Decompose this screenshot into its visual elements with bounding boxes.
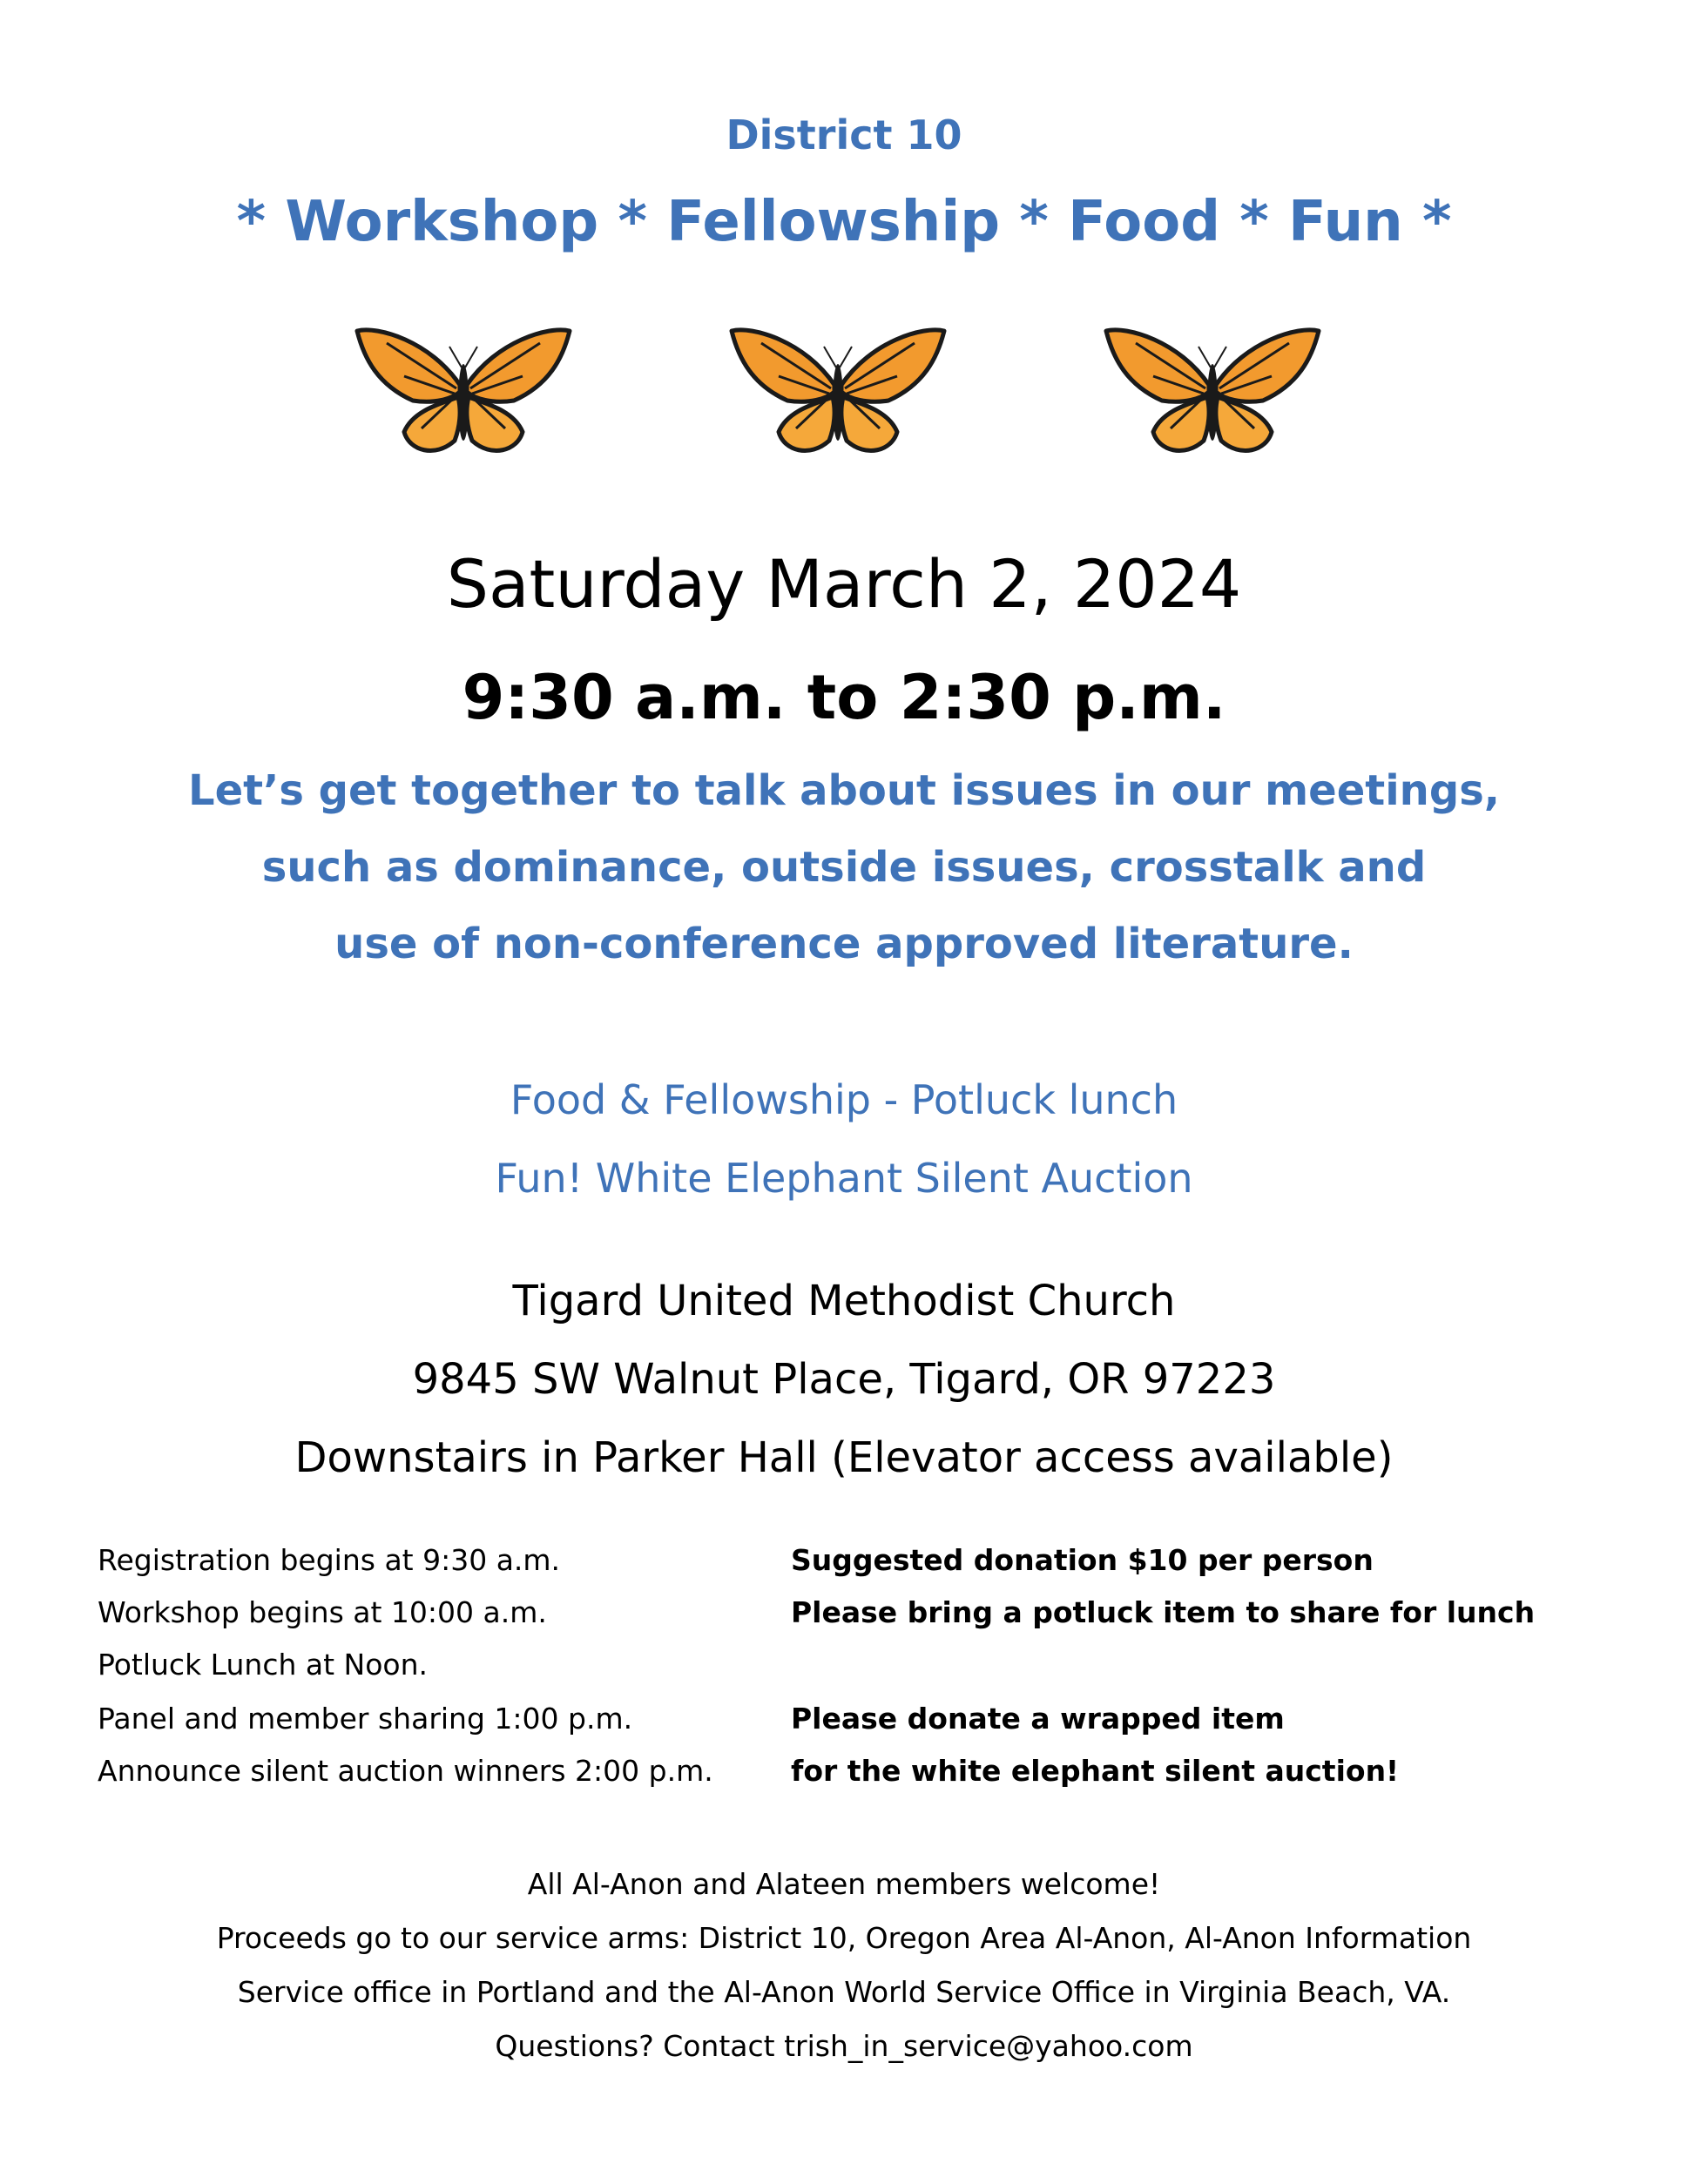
schedule-item: Workshop begins at 10:00 a.m.	[98, 1595, 547, 1629]
district-heading: District 10	[726, 111, 962, 158]
note-donation: Suggested donation $10 per person	[791, 1543, 1374, 1577]
venue-name: Tigard United Methodist Church	[512, 1277, 1176, 1325]
monarch-butterfly-icon	[1101, 324, 1324, 463]
highlight-fun: Fun! White Elephant Silent Auction	[495, 1155, 1193, 1202]
tagline-heading: * Workshop * Fellowship * Food * Fun *	[236, 190, 1452, 254]
schedule-item: Panel and member sharing 1:00 p.m.	[98, 1702, 633, 1736]
intro-line: Let’s get together to talk about issues in our meetings,	[188, 766, 1500, 815]
footer-proceeds-cont: Service office in Portland and the Al-Anon World Service Office in Virginia Beach, VA.	[237, 1975, 1451, 2009]
venue-location-note: Downstairs in Parker Hall (Elevator access available)	[294, 1433, 1394, 1482]
note-wrapped-item: Please donate a wrapped item	[791, 1702, 1285, 1736]
schedule-item: Potluck Lunch at Noon.	[98, 1648, 428, 1682]
note-auction: for the white elephant silent auction!	[791, 1754, 1400, 1788]
butterfly-row	[0, 324, 1688, 463]
venue-address: 9845 SW Walnut Place, Tigard, OR 97223	[412, 1355, 1276, 1404]
footer-proceeds: Proceeds go to our service arms: District 10, Oregon Area Al-Anon, Al-Anon Information	[216, 1921, 1472, 1955]
footer-contact: Questions? Contact trish_in_service@yahoo.com	[495, 2029, 1193, 2063]
note-potluck: Please bring a potluck item to share for lunch	[791, 1595, 1536, 1629]
footer-welcome: All Al-Anon and Alateen members welcome!	[527, 1867, 1161, 1901]
schedule-item: Registration begins at 9:30 a.m.	[98, 1543, 561, 1577]
event-time: 9:30 a.m. to 2:30 p.m.	[462, 662, 1226, 733]
monarch-butterfly-icon	[726, 324, 949, 463]
monarch-butterfly-icon	[352, 324, 575, 463]
intro-line: such as dominance, outside issues, crosstalk and	[261, 843, 1427, 892]
event-date: Saturday March 2, 2024	[446, 545, 1242, 623]
intro-line: use of non-conference approved literature.	[334, 920, 1354, 968]
schedule-item: Announce silent auction winners 2:00 p.m.	[98, 1754, 713, 1788]
highlight-food: Food & Fellowship - Potluck lunch	[510, 1076, 1178, 1123]
